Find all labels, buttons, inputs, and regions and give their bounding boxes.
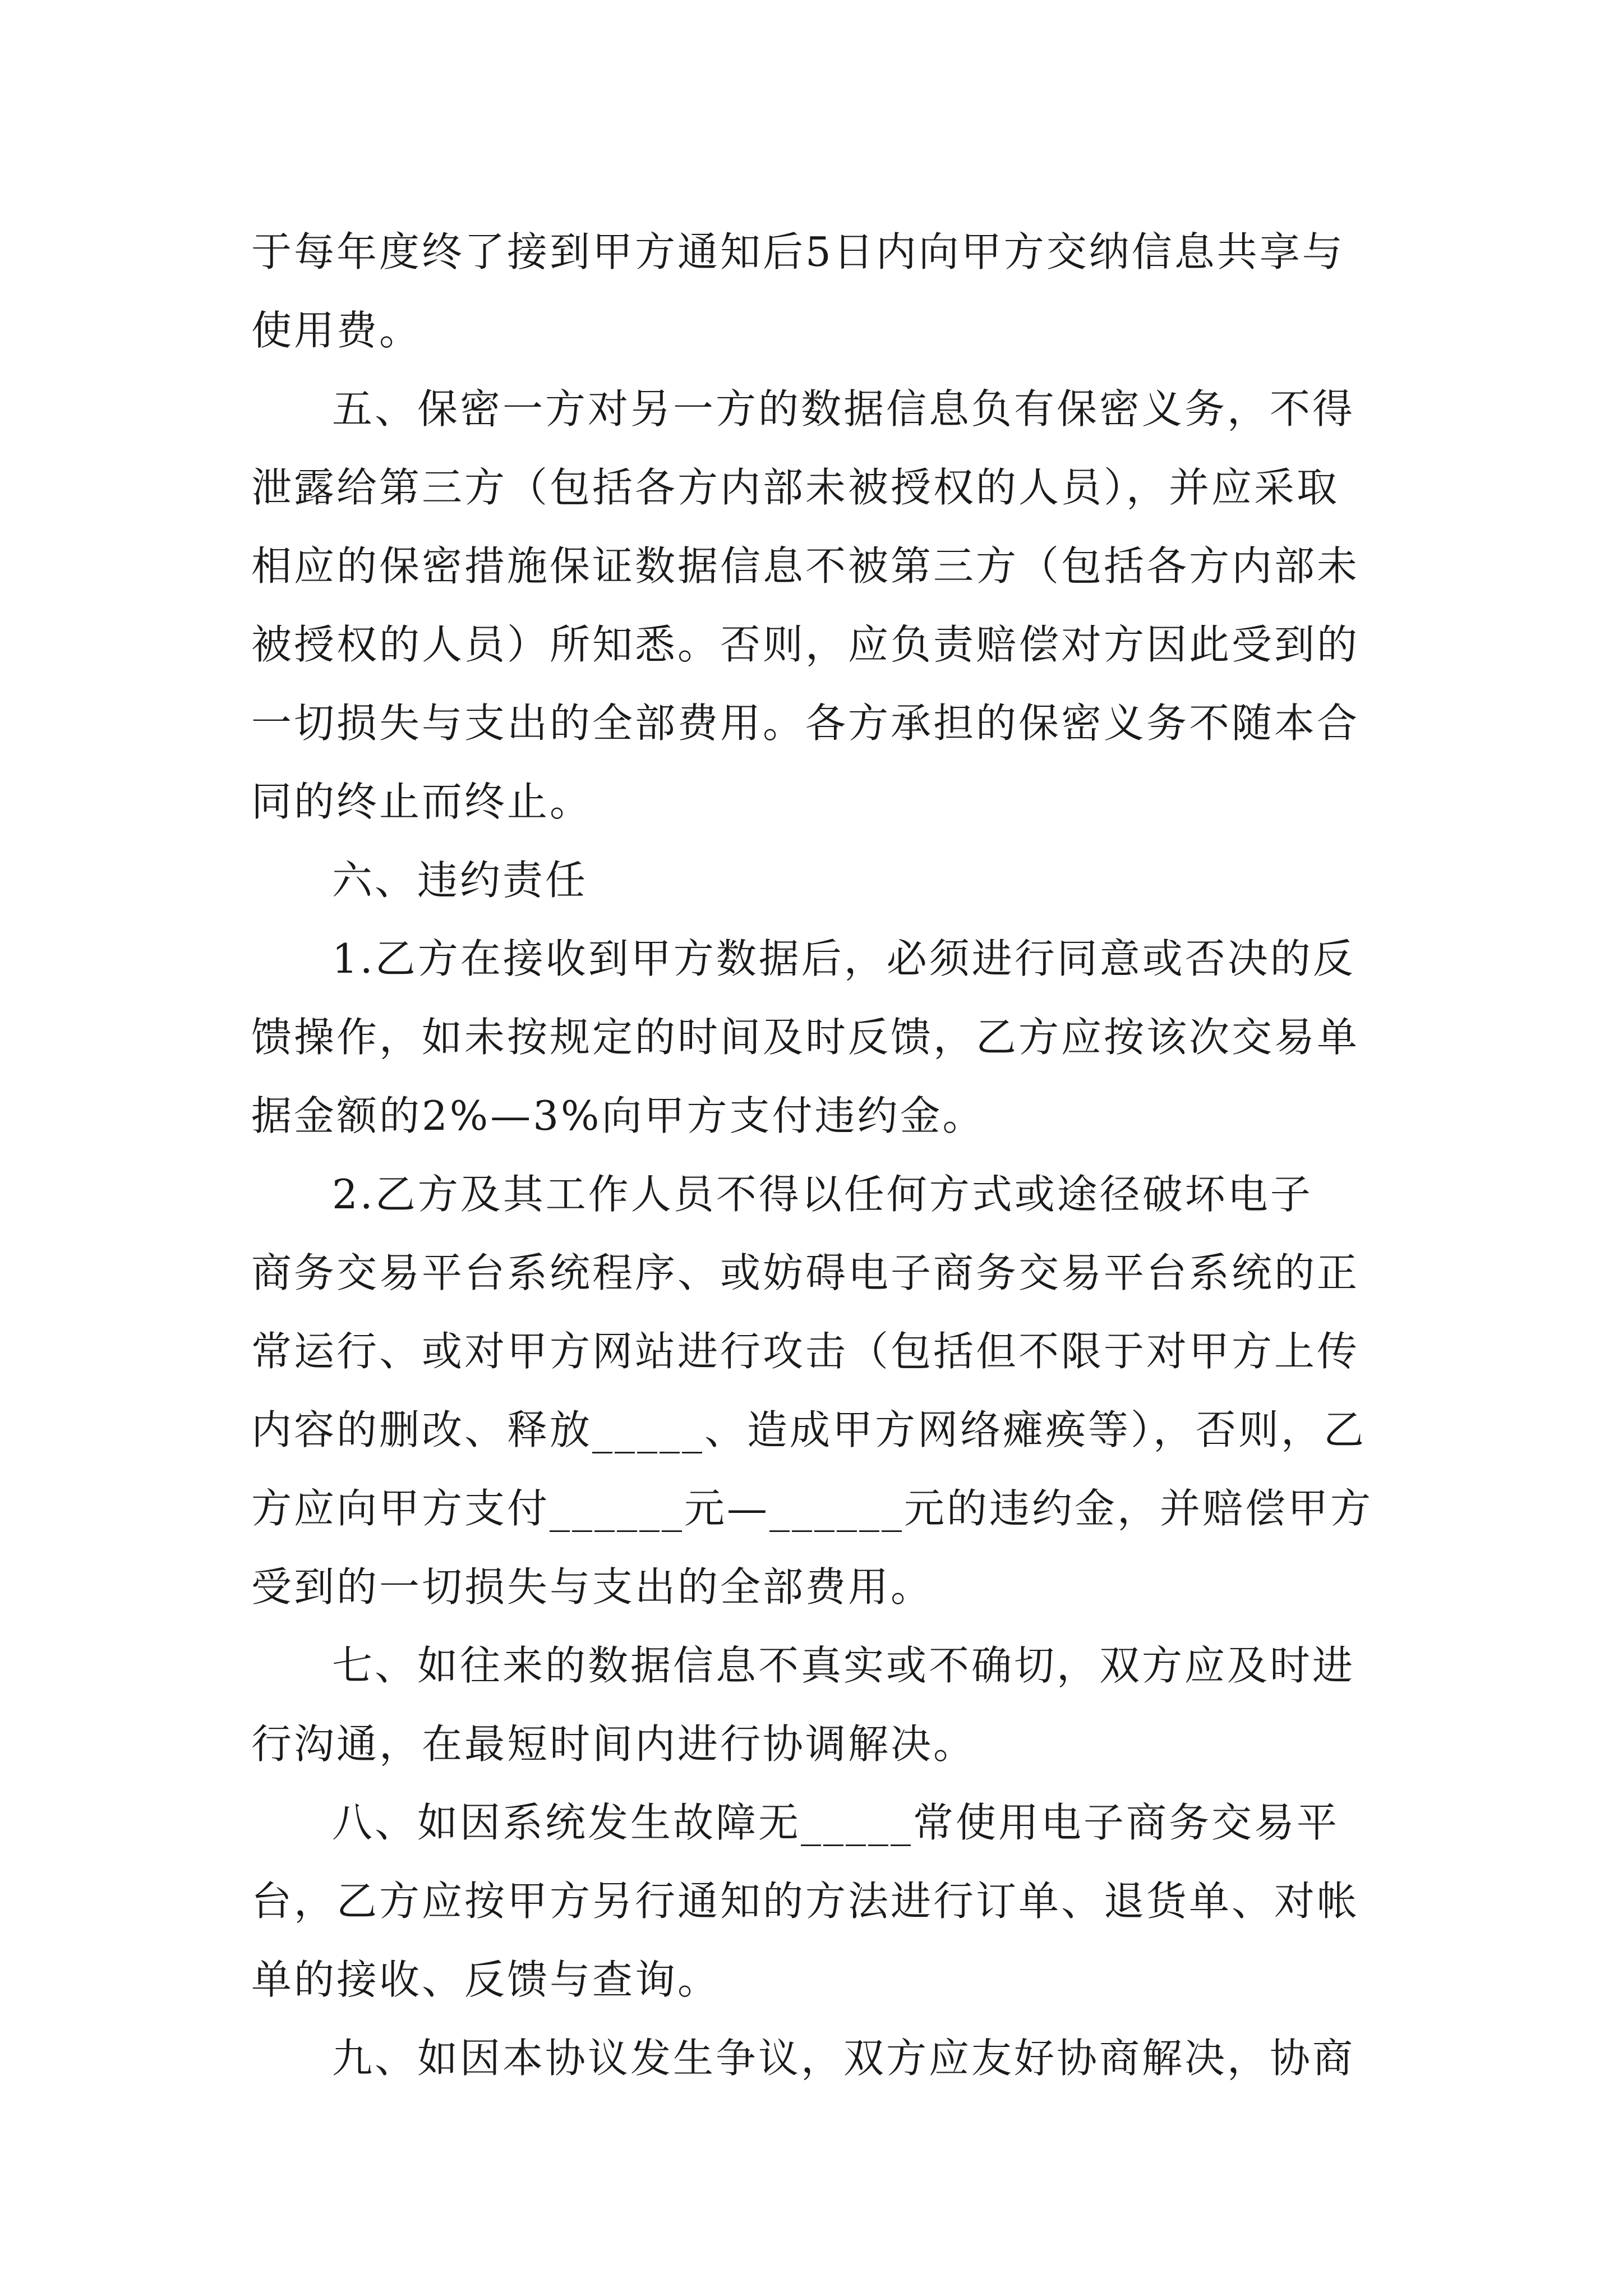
text-line: 馈操作，如未按规定的时间及时反馈，乙方应按该次交易单 [251, 1014, 1360, 1061]
text-line: 被授权的人员）所知悉。否则，应负责赔偿对方因此受到的 [251, 621, 1360, 668]
text-line: 单的接收、反馈与查询。 [251, 1956, 721, 2003]
paragraph-seven-heading: 七、如往来的数据信息不真实或不确切，双方应及时进 [332, 1642, 1355, 1689]
text-line: 同的终止而终止。 [251, 778, 593, 825]
paragraph-nine-heading: 九、如因本协议发生争议，双方应友好协商解决，协商 [332, 2035, 1355, 2082]
paragraph-eight-heading: 八、如因系统发生故障无_____常使用电子商务交易平 [332, 1799, 1340, 1846]
text-line: 使用费。 [251, 307, 422, 354]
text-line: 据金额的2%—3%向甲方支付违约金。 [251, 1092, 985, 1139]
clause-two-heading: 2.乙方及其工作人员不得以任何方式或途径破坏电子 [332, 1171, 1313, 1218]
section-six-heading: 六、违约责任 [332, 857, 588, 904]
text-line: 台，乙方应按甲方另行通知的方法进行订单、退货单、对帐 [251, 1878, 1360, 1925]
paragraph-five-heading: 五、保密一方对另一方的数据信息负有保密义务，不得 [332, 385, 1355, 432]
text-line: 受到的一切损失与支出的全部费用。 [251, 1563, 934, 1611]
text-line: 商务交易平台系统程序、或妨碍电子商务交易平台系统的正 [251, 1249, 1360, 1296]
text-line: 一切损失与支出的全部费用。各方承担的保密义务不随本合 [251, 700, 1360, 747]
text-line: 内容的删改、释放_____、造成甲方网络瘫痪等），否则，乙 [251, 1406, 1367, 1453]
text-line: 于每年度终了接到甲方通知后5日内向甲方交纳信息共享与 [251, 228, 1345, 275]
clause-one-heading: 1.乙方在接收到甲方数据后，必须进行同意或否决的反 [332, 935, 1355, 982]
text-line: 常运行、或对甲方网站进行攻击（包括但不限于对甲方上传 [251, 1328, 1360, 1375]
text-line: 行沟通，在最短时间内进行协调解决。 [251, 1720, 976, 1768]
text-line: 方应向甲方支付______元—______元的违约金，并赔偿甲方 [251, 1485, 1373, 1532]
text-line: 泄露给第三方（包括各方内部未被授权的人员），并应采取 [251, 464, 1340, 511]
text-line: 相应的保密措施保证数据信息不被第三方（包括各方内部未 [251, 542, 1360, 590]
